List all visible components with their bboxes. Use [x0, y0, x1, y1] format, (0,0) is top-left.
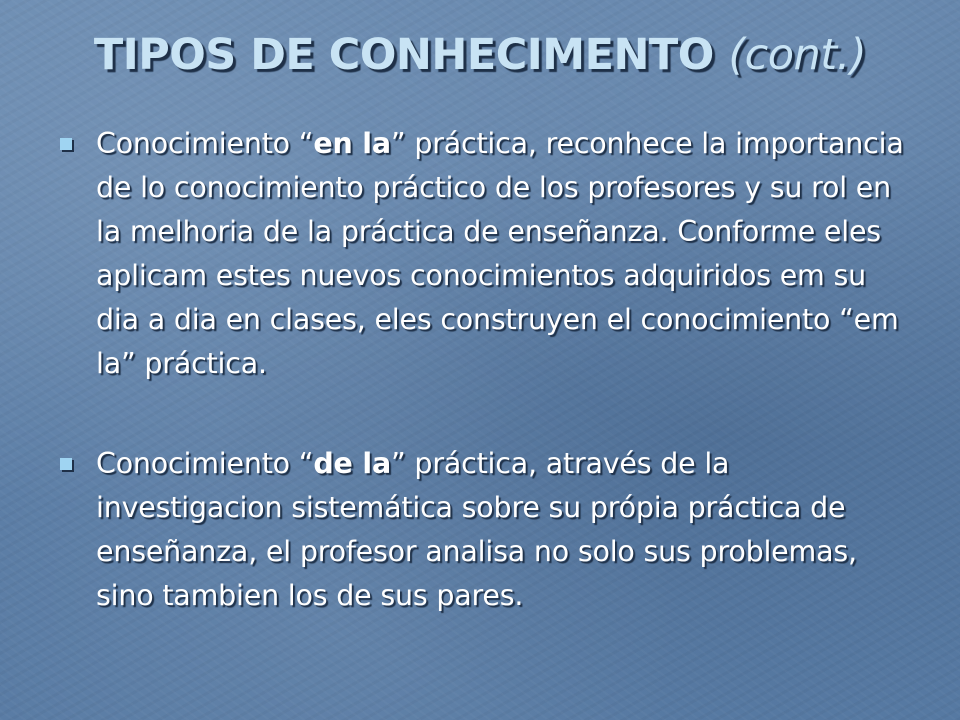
title-suffix: (cont.): [728, 30, 867, 80]
bullet-text: ” práctica, reconhece la importancia de lo conocimiento práctico de los profesores y su rol en la melhoria de la práctica de enseñanza. Conforme eles aplicam estes nuevos conocimientos adquiridos em su dia a dia en clases, eles construyen el conocimiento “em la” práctica.: [96, 127, 904, 380]
title-main: TIPOS DE CONHECIMENTO: [93, 30, 714, 80]
bullet-lead: Conocimiento “: [96, 447, 314, 480]
bullet-text: ” práctica, através de la investigacion sistemática sobre su própia práctica de enseñanza, el profesor analisa no solo sus problemas, sino tambien los de sus pares.: [96, 447, 857, 612]
bullet-lead: Conocimiento “: [96, 127, 314, 160]
slide-content: [58, 122, 908, 618]
bullet-emphasis: en la: [313, 127, 391, 160]
square-bullet-icon: [60, 138, 72, 150]
square-bullet-icon: [60, 458, 72, 470]
bullet-item-de-la-practica: [58, 442, 908, 618]
bullet-emphasis: de la: [313, 447, 391, 480]
slide-title: [0, 30, 960, 80]
bullet-item-en-la-practica: [58, 122, 908, 386]
